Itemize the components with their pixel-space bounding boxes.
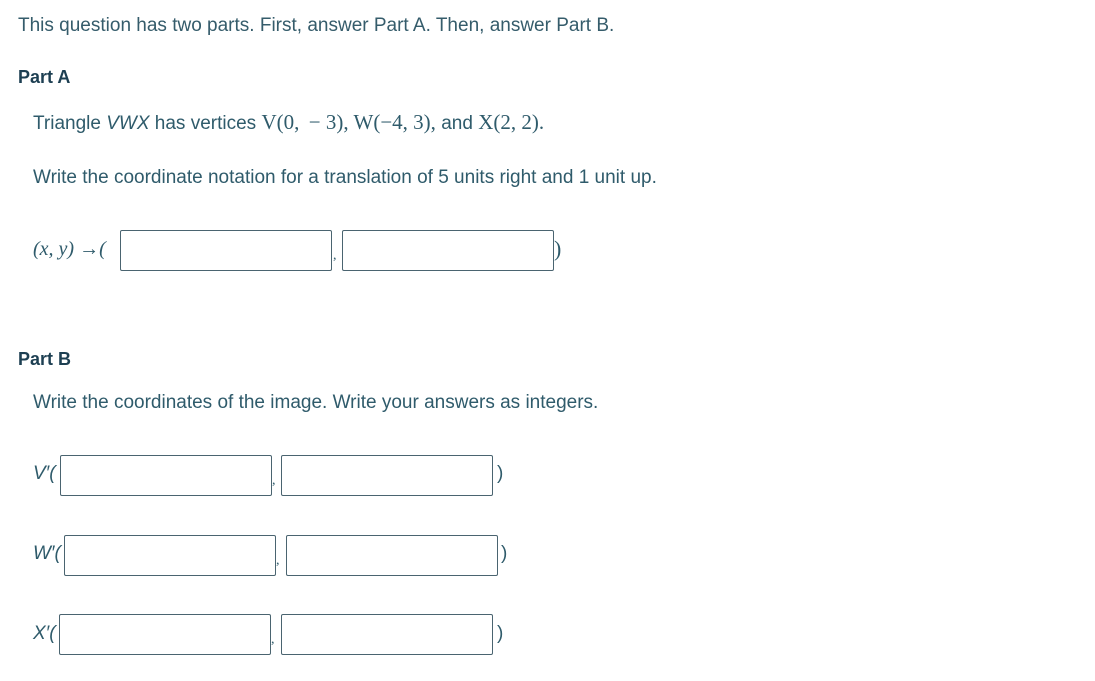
v-prime-y-input[interactable] xyxy=(281,455,493,496)
translation-x-input[interactable] xyxy=(120,230,332,271)
and-word: and xyxy=(435,113,479,134)
part-a-title: Part A xyxy=(18,67,71,87)
x-prime-comma: , xyxy=(271,632,275,647)
triangle-description xyxy=(33,110,544,135)
w-prime-x-input[interactable] xyxy=(64,535,276,576)
v-prime-comma: , xyxy=(272,473,276,488)
x-prime-y-input[interactable] xyxy=(281,614,493,655)
rule-comma: , xyxy=(333,248,337,263)
w-prime-close-paren: ) xyxy=(501,543,508,564)
vertex-x: X(2, 2). xyxy=(478,110,545,134)
translation-y-input[interactable] xyxy=(342,230,554,271)
triangle-name: VWX xyxy=(106,113,150,134)
vertex-v: V(0, − 3), xyxy=(261,110,349,134)
triangle-prefix: Triangle xyxy=(33,113,107,134)
x-prime-label: X′( xyxy=(33,623,56,644)
v-prime-close-paren: ) xyxy=(497,463,504,484)
vertex-w: W(−4, 3), xyxy=(348,110,436,134)
rule-close-paren: ) xyxy=(554,236,562,261)
x-prime-close-paren: ) xyxy=(497,623,504,644)
v-prime-label: V′( xyxy=(33,463,56,484)
part-a-prompt: Write the coordinate notation for a translation of 5 units right and 1 unit up. xyxy=(33,167,657,188)
v-prime-x-input[interactable] xyxy=(60,455,272,496)
question-instructions: This question has two parts. First, answer Part A. Then, answer Part B. xyxy=(18,15,615,36)
w-prime-comma: , xyxy=(276,553,280,568)
rule-lhs xyxy=(33,238,106,261)
w-prime-label: W′( xyxy=(33,543,61,564)
rule-lhs-text: (x, y) →( xyxy=(33,238,106,260)
part-b-title: Part B xyxy=(18,349,72,369)
x-prime-x-input[interactable] xyxy=(59,614,271,655)
w-prime-y-input[interactable] xyxy=(286,535,498,576)
part-b-prompt: Write the coordinates of the image. Write your answers as integers. xyxy=(33,392,599,413)
triangle-mid: has vertices xyxy=(149,113,262,134)
